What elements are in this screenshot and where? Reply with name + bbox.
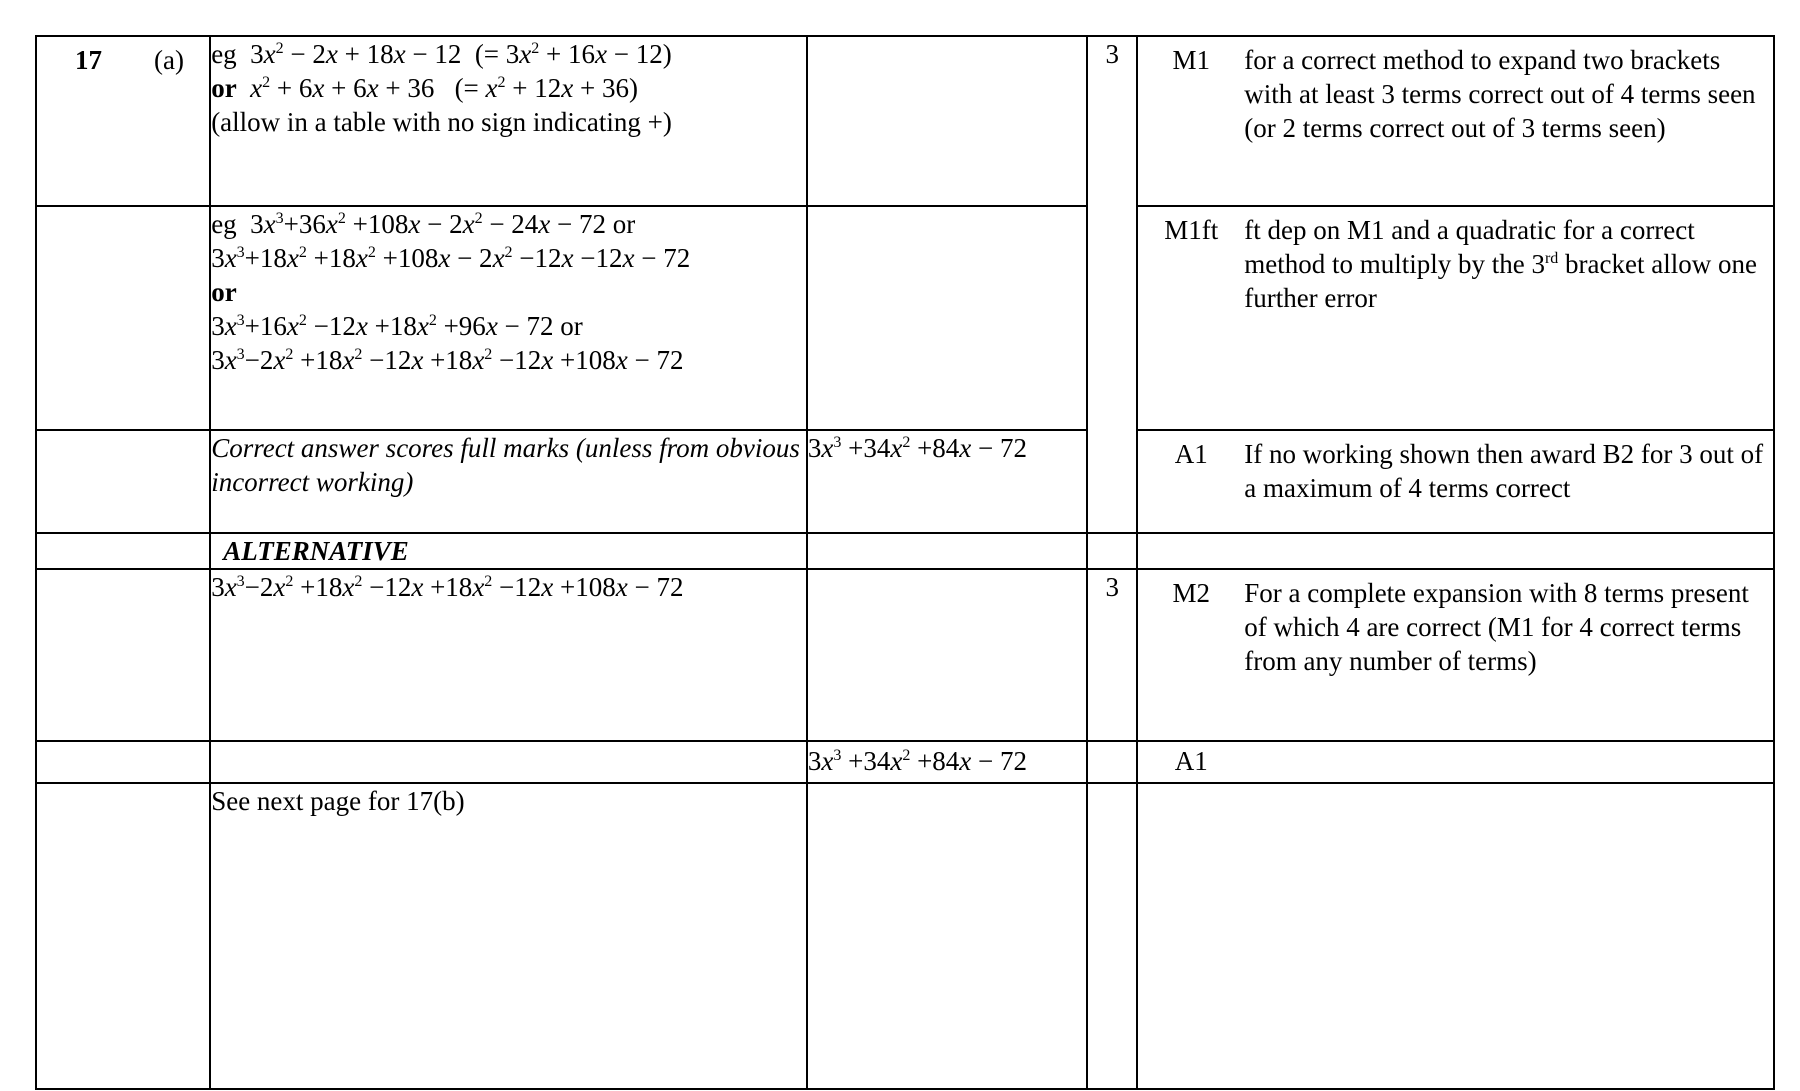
- question-cell: [36, 36, 210, 206]
- marks-cell: [1087, 430, 1137, 533]
- working-line: Correct answer scores full marks (unless from obvious incorrect working): [211, 433, 800, 497]
- mark-code: A1: [1174, 746, 1208, 776]
- working-line: or: [211, 277, 237, 307]
- working-cell: [210, 206, 807, 430]
- mark-scheme-table: [35, 35, 1775, 1090]
- question-number: 17: [75, 45, 102, 75]
- question-cell: [36, 783, 210, 1089]
- answer-value: $3x^3 +34x^2 +84x - 72$: [807, 433, 1028, 463]
- table-row: [36, 783, 1774, 1089]
- table-row: [36, 569, 1774, 741]
- table-row: [36, 206, 1774, 430]
- answer-cell: [807, 741, 1087, 783]
- mark-note: If no working shown then award B2 for 3 out of a maximum of 4 terms correct: [1244, 439, 1764, 503]
- marks-cell: [1087, 206, 1137, 430]
- table-row: [36, 533, 1774, 569]
- mark-code: M1ft: [1164, 215, 1219, 245]
- working-cell: [210, 741, 807, 783]
- marks-cell: [1087, 533, 1137, 569]
- mark-code: M1: [1172, 45, 1210, 75]
- notes-cell: [1137, 569, 1774, 741]
- working-cell: [210, 783, 807, 1089]
- marks-cell: [1087, 569, 1137, 741]
- marks-value: 3: [1105, 572, 1119, 602]
- working-line: $3x^3+18x^2 +18x^2 +108x - 2x^2 -12x -12x - 72$: [211, 243, 691, 273]
- answer-cell: [807, 430, 1087, 533]
- working-cell: [210, 430, 807, 533]
- marks-value: 3: [1105, 39, 1119, 69]
- working-line: eg $3x^3+36x^2 +108x - 2x^2 - 24x - 72$ or: [211, 209, 636, 239]
- alternative-heading: ALTERNATIVE: [223, 536, 409, 566]
- answer-cell: [807, 36, 1087, 206]
- notes-cell: [1137, 430, 1774, 533]
- working-line: or $x^2 + 6x + 6x + 36$ (= $x^2 + 12x + 36$): [211, 73, 638, 103]
- mark-code: M2: [1172, 578, 1210, 608]
- working-cell: [210, 569, 807, 741]
- table-row: [36, 741, 1774, 783]
- working-line: eg $3x^2 - 2x + 18x - 12$ (= $3x^2 + 16x - 12$): [211, 39, 672, 69]
- question-cell: [36, 430, 210, 533]
- answer-value: $3x^3 +34x^2 +84x - 72$: [807, 746, 1028, 776]
- marks-cell: [1087, 741, 1137, 783]
- question-cell: [36, 569, 210, 741]
- question-cell: [36, 533, 210, 569]
- next-page-note: See next page for 17(b): [211, 786, 465, 816]
- mark-note: For a complete expansion with 8 terms present of which 4 are correct (M1 for 4 correct terms from any number of terms): [1244, 578, 1749, 676]
- notes-cell: [1137, 533, 1774, 569]
- table-row: [36, 430, 1774, 533]
- working-line: $3x^3-2x^2 +18x^2 -12x +18x^2 -12x +108x - 72$: [211, 572, 684, 602]
- answer-cell: [807, 533, 1087, 569]
- working-line: $3x^3+16x^2 -12x +18x^2 +96x - 72$ or: [211, 311, 583, 341]
- notes-cell: [1137, 741, 1774, 783]
- working-cell: [210, 533, 807, 569]
- marks-cell: [1087, 36, 1137, 206]
- notes-cell: [1137, 783, 1774, 1089]
- working-cell: [210, 36, 807, 206]
- mark-note: ft dep on M1 and a quadratic for a correct method to multiply by the 3rd bracket allow one further error: [1244, 215, 1757, 313]
- question-cell: [36, 206, 210, 430]
- table-row: [36, 36, 1774, 206]
- question-cell: [36, 741, 210, 783]
- mark-code: A1: [1174, 439, 1208, 469]
- notes-cell: [1137, 206, 1774, 430]
- answer-cell: [807, 783, 1087, 1089]
- working-line: $3x^3-2x^2 +18x^2 -12x +18x^2 -12x +108x - 72$: [211, 345, 684, 375]
- answer-cell: [807, 206, 1087, 430]
- question-part: (a): [154, 45, 184, 75]
- working-line: (allow in a table with no sign indicating +): [211, 107, 672, 137]
- answer-cell: [807, 569, 1087, 741]
- notes-cell: [1137, 36, 1774, 206]
- marks-cell: [1087, 783, 1137, 1089]
- mark-note: [1236, 744, 1765, 778]
- mark-note: for a correct method to expand two brackets with at least 3 terms correct out of 4 terms seen (or 2 terms correct out of 3 terms seen): [1244, 45, 1756, 143]
